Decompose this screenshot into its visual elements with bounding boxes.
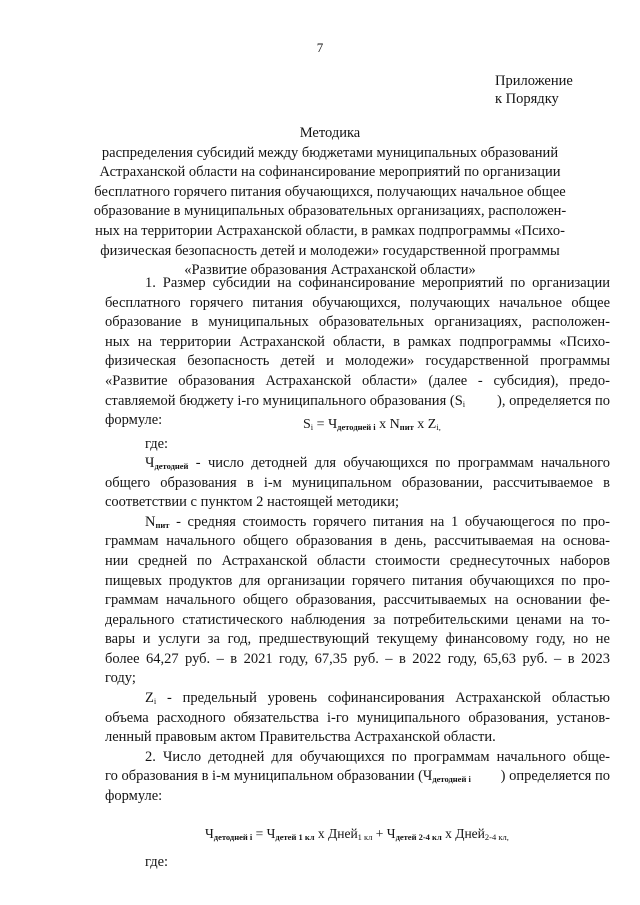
paragraph-2-line-start: го образования в i-м муниципальном образовании ($Ч_{детодней i}$	[105, 768, 471, 784]
definition-n-line: граммам начального общего образования, рассчитываемых на основании фе-	[105, 592, 610, 608]
paragraph-1-line: бесплатного горячего питания обучающихся, получающих начальное общее	[105, 295, 610, 311]
title-line: ных на территории Астраханской области, в рамках подпрограммы «Психо-	[95, 222, 565, 239]
definition-z-line: объема расходного обязательства i-го муниципального образования, установ-	[105, 710, 610, 726]
paragraph-1-line: 1. Размер субсидии на софинансирование мероприятий по организации	[145, 275, 610, 291]
paragraph-1-line-start: ставляемой бюджету i-го муниципального образования (Si	[105, 393, 466, 409]
where-label: где:	[145, 436, 169, 452]
title-line: образование в муниципальных образовательных организациях, расположен-	[93, 203, 567, 220]
definition-n-line: году;	[105, 670, 136, 686]
definition-z-line: Zi - предельный уровень софинансирования Астраханской областью	[145, 690, 610, 706]
definition-n-line: пищевых продуктов для организации горячего питания обучающихся по про-	[105, 573, 610, 589]
title-line: бесплатного горячего питания обучающихся, получающих начальное общее	[94, 183, 566, 200]
formula-child-days: $Ч_{детодней i} = Ч_{детей 1 кл}$ x Дней1 кл + $Ч_{детей 2-4 кл}$ x Дней2-4 кл,	[205, 826, 509, 842]
paragraph-2-line: формуле:	[105, 788, 163, 804]
definition-ch-line: $Ч_{детодней}$ - число детодней для обучающихся по программам начального	[145, 455, 610, 471]
paragraph-1-line: формуле:	[105, 412, 163, 428]
title-heading: Методика	[299, 125, 361, 141]
appendix-header	[495, 72, 573, 108]
paragraph-1-line: ных на территории Астраханской области, в рамках подпрограммы «Психо-	[105, 334, 610, 350]
page-number: 7	[316, 40, 324, 55]
definition-ch-line: соответствии с пунктом 2 настоящей методики;	[105, 494, 400, 510]
where-label: где:	[145, 854, 169, 870]
title-line: распределения субсидий между бюджетами муниципальных образований	[101, 144, 559, 161]
paragraph-1-line: «Развитие образования Астраханской области» (далее - субсидия), предо-	[105, 373, 610, 389]
title-line: физическая безопасность детей и молодежи» государственной программы	[100, 242, 560, 259]
definition-ch-line: общего образования в i-м муниципальном образовании, рассчитываемое в	[105, 475, 610, 491]
definition-z-line: ленный правовым актом Правительства Астраханской области.	[105, 729, 496, 745]
definition-n-line: более 64,27 руб. – в 2021 году, 67,35 руб. – в 2022 году, 65,63 руб. – в 2023	[105, 651, 610, 667]
definition-n-line: вары и услуги за год, предшествующий текущему финансовому году, но не	[105, 631, 610, 647]
definition-n-line: нии средней по Астраханской области стоимости среднесуточных наборов	[105, 553, 610, 569]
document-title	[90, 124, 570, 281]
appendix-line-1: Приложение	[495, 73, 573, 89]
paragraph-1-line: образование в муниципальных образовательных организациях, расположен-	[105, 314, 610, 330]
title-line: Астраханской области на софинансирование мероприятий по организации	[99, 164, 561, 181]
paragraph-1-line: физическая безопасность детей и молодежи» государственной программы	[105, 353, 610, 369]
definition-n-line: $N_{пит}$ - средняя стоимость горячего питания на 1 обучающегося по про-	[145, 514, 610, 530]
paragraph-2-line-end: ) определяется по	[500, 768, 610, 784]
paragraph-2-line: 2. Число детодней для обучающихся по программам начального обще-	[145, 749, 610, 765]
formula-subsidy: $Si = Ч_{детодней i}$ x $N_{пит}$ x Zi,	[303, 417, 441, 432]
definition-n-line: дерального статистического наблюдения за потребительскими ценами на то-	[105, 612, 610, 628]
appendix-line-2: к Порядку	[495, 91, 559, 107]
title-line: «Развитие образования Астраханской области»	[184, 262, 476, 279]
paragraph-1-line-end: ), определяется по	[497, 393, 610, 409]
definition-n-line: граммам начального общего образования в день, рассчитываемая на основа-	[105, 533, 610, 549]
